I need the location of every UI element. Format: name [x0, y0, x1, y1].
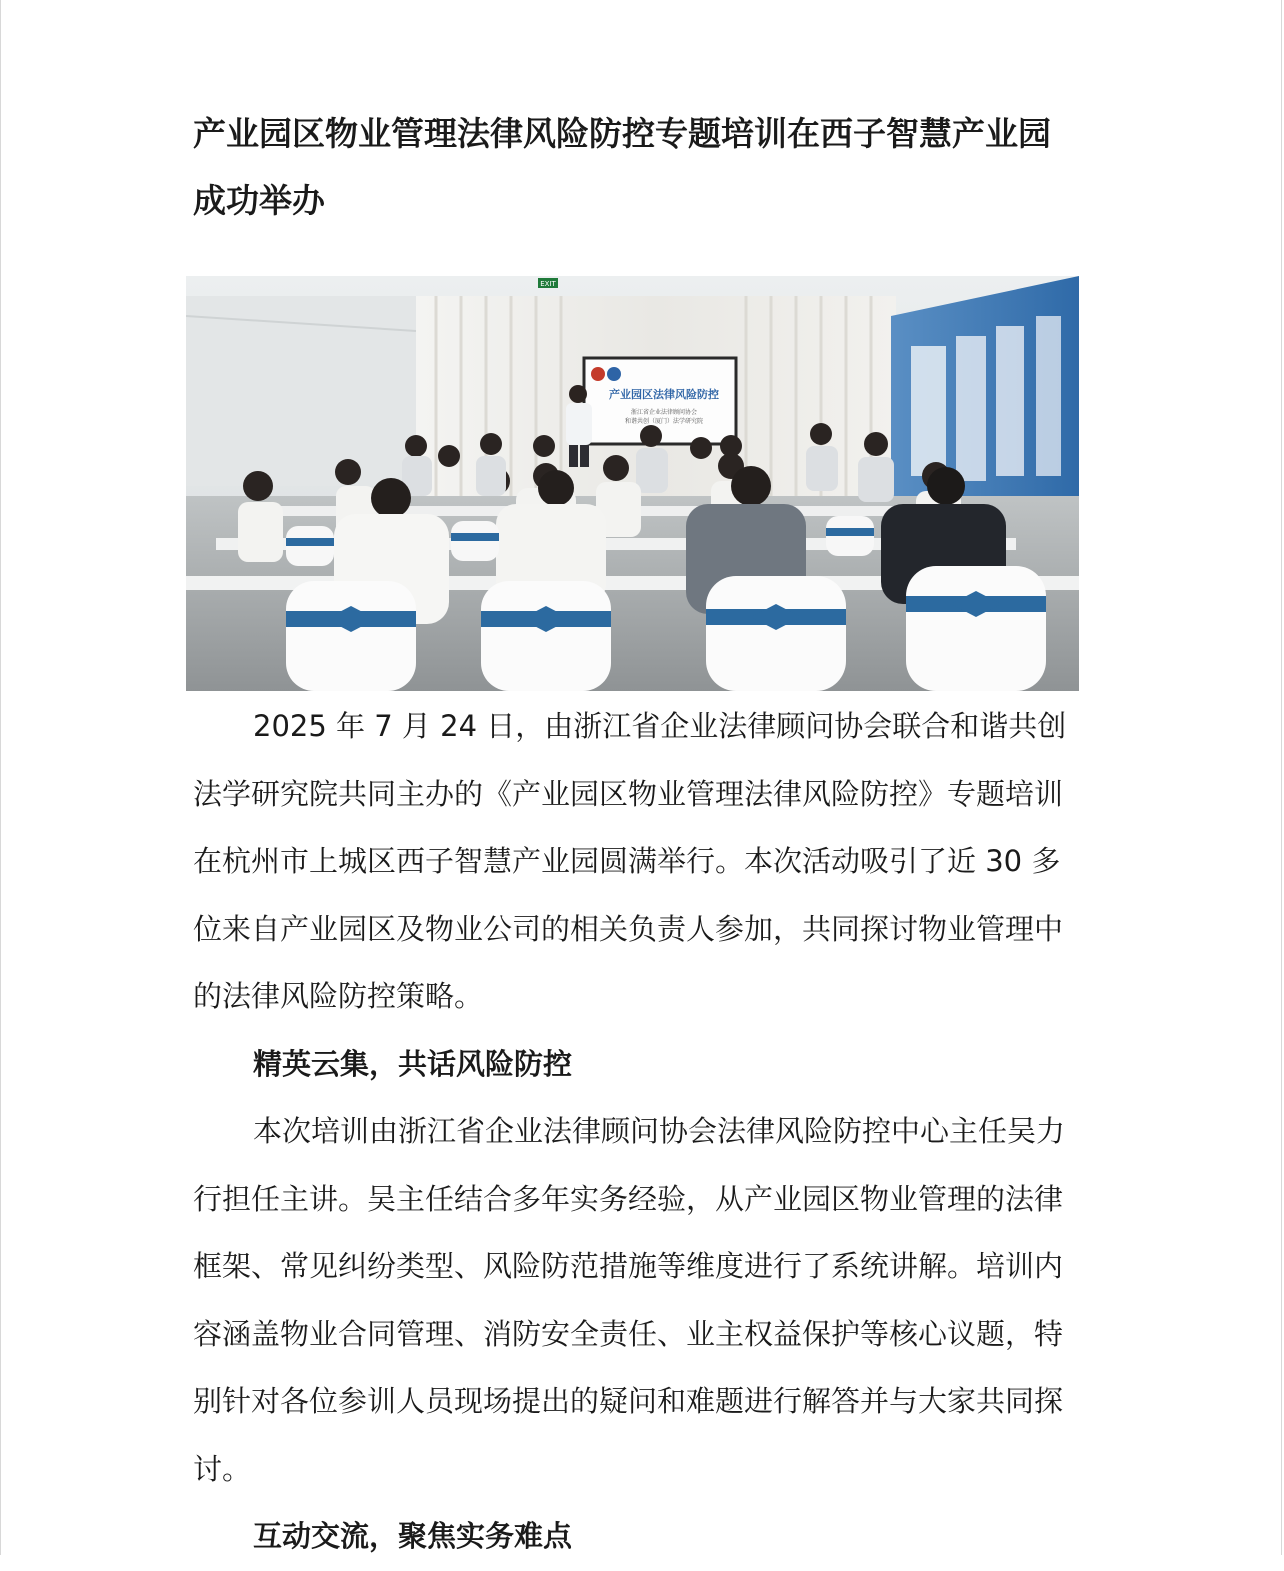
article-body	[193, 693, 1083, 1571]
intro-paragraph: 2025 年 7 月 24 日，由浙江省企业法律顾问协会联合和谐共创法学研究院共同主办的《产业园区物业管理法律风险防控》专题培训在杭州市上城区西子智慧产业园圆满举行。本次活动吸引了近 30 多位来自产业园区及物业公司的相关负责人参加，共同探讨物业管理中的法律风险防控策略。	[193, 709, 1067, 1013]
section-heading-1: 精英云集，共话风险防控	[253, 1046, 573, 1081]
section-heading-2: 互动交流，聚焦实务难点	[253, 1519, 573, 1553]
article-title: 产业园区物业管理法律风险防控专题培训在西子智慧产业园成功举办	[193, 114, 1051, 220]
svg-text:EXIT: EXIT	[540, 280, 556, 288]
svg-text:浙江省企业法律顾问协会: 浙江省企业法律顾问协会	[630, 409, 698, 416]
svg-text:产业园区法律风险防控: 产业园区法律风险防控	[609, 388, 719, 401]
training-photo	[186, 276, 1079, 691]
section-paragraph-1: 本次培训由浙江省企业法律顾问协会法律风险防控中心主任吴力行担任主讲。吴主任结合多年实务经验，从产业园区物业管理的法律框架、常见纠纷类型、风险防范措施等维度进行了系统讲解。培训内容涵盖物业合同管理、消防安全责任、业主权益保护等核心议题，特别针对各位参训人员现场提出的疑问和难题进行解答并与大家共同探讨。	[193, 1114, 1066, 1486]
svg-text:和谐共创（厦门）法学研究院: 和谐共创（厦门）法学研究院	[624, 418, 704, 425]
